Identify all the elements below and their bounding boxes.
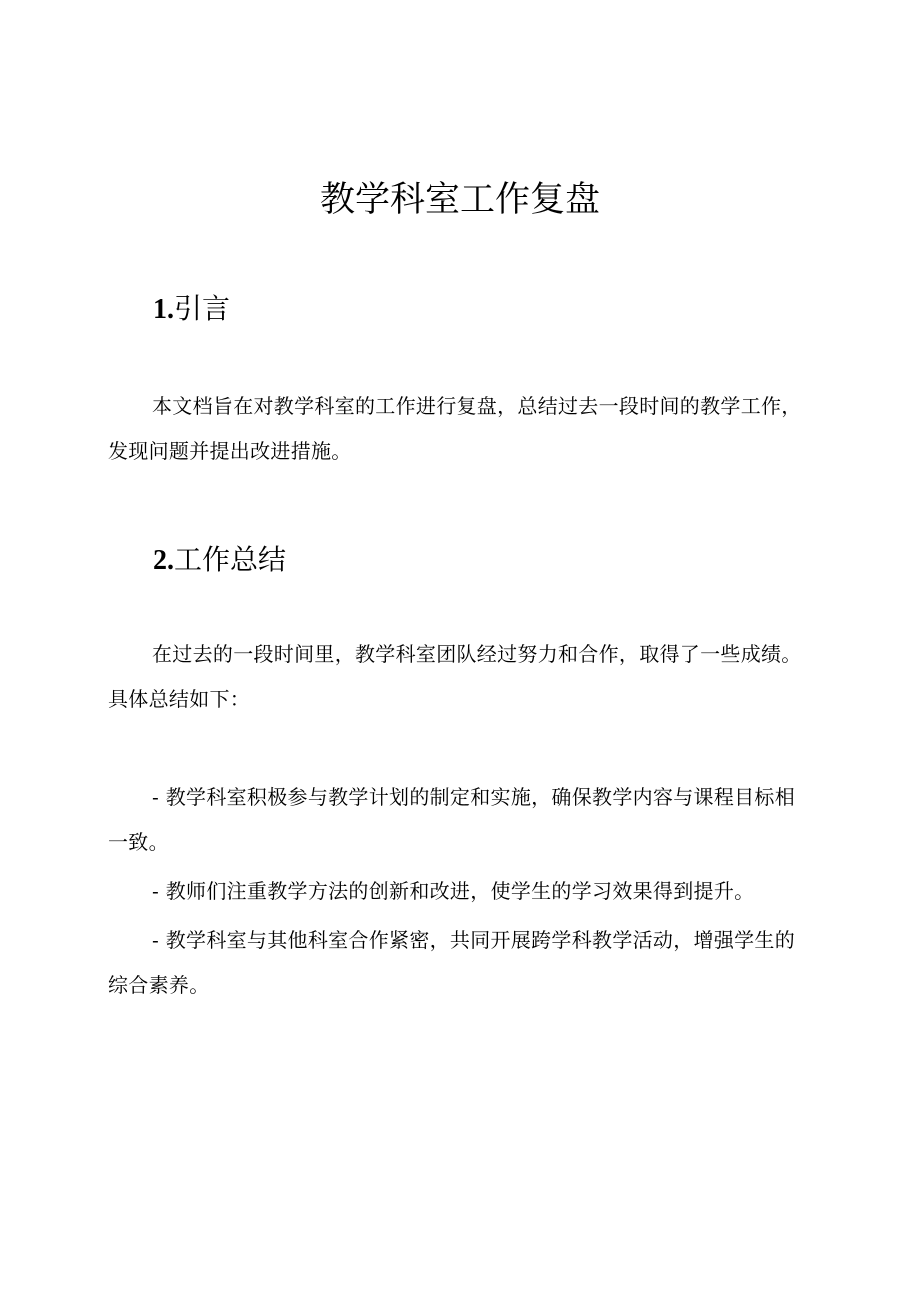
summary-paragraph: 在过去的一段时间里，教学科室团队经过努力和合作，取得了一些成绩。具体总结如下：	[108, 642, 802, 711]
section-number: 2.	[153, 545, 174, 576]
section-heading-summary	[153, 540, 286, 581]
section-number: 1.	[153, 294, 174, 325]
section-title: 工作总结	[174, 543, 287, 576]
summary-bullet-item: - 教学科室与其他科室合作紧密，共同开展跨学科教学活动，增强学生的综合素养。	[108, 928, 796, 997]
summary-bullet-item: - 教学科室积极参与教学计划的制定和实施，确保教学内容与课程目标相一致。	[108, 785, 796, 854]
document-title: 教学科室工作复盘	[319, 180, 600, 220]
section-heading-intro	[153, 289, 230, 330]
section-title: 引言	[174, 292, 231, 325]
intro-paragraph: 本文档旨在对教学科室的工作进行复盘，总结过去一段时间的教学工作，发现问题并提出改进措施。	[108, 394, 802, 463]
summary-bullet-item: - 教师们注重教学方法的创新和改进，使学生的学习效果得到提升。	[152, 879, 755, 903]
